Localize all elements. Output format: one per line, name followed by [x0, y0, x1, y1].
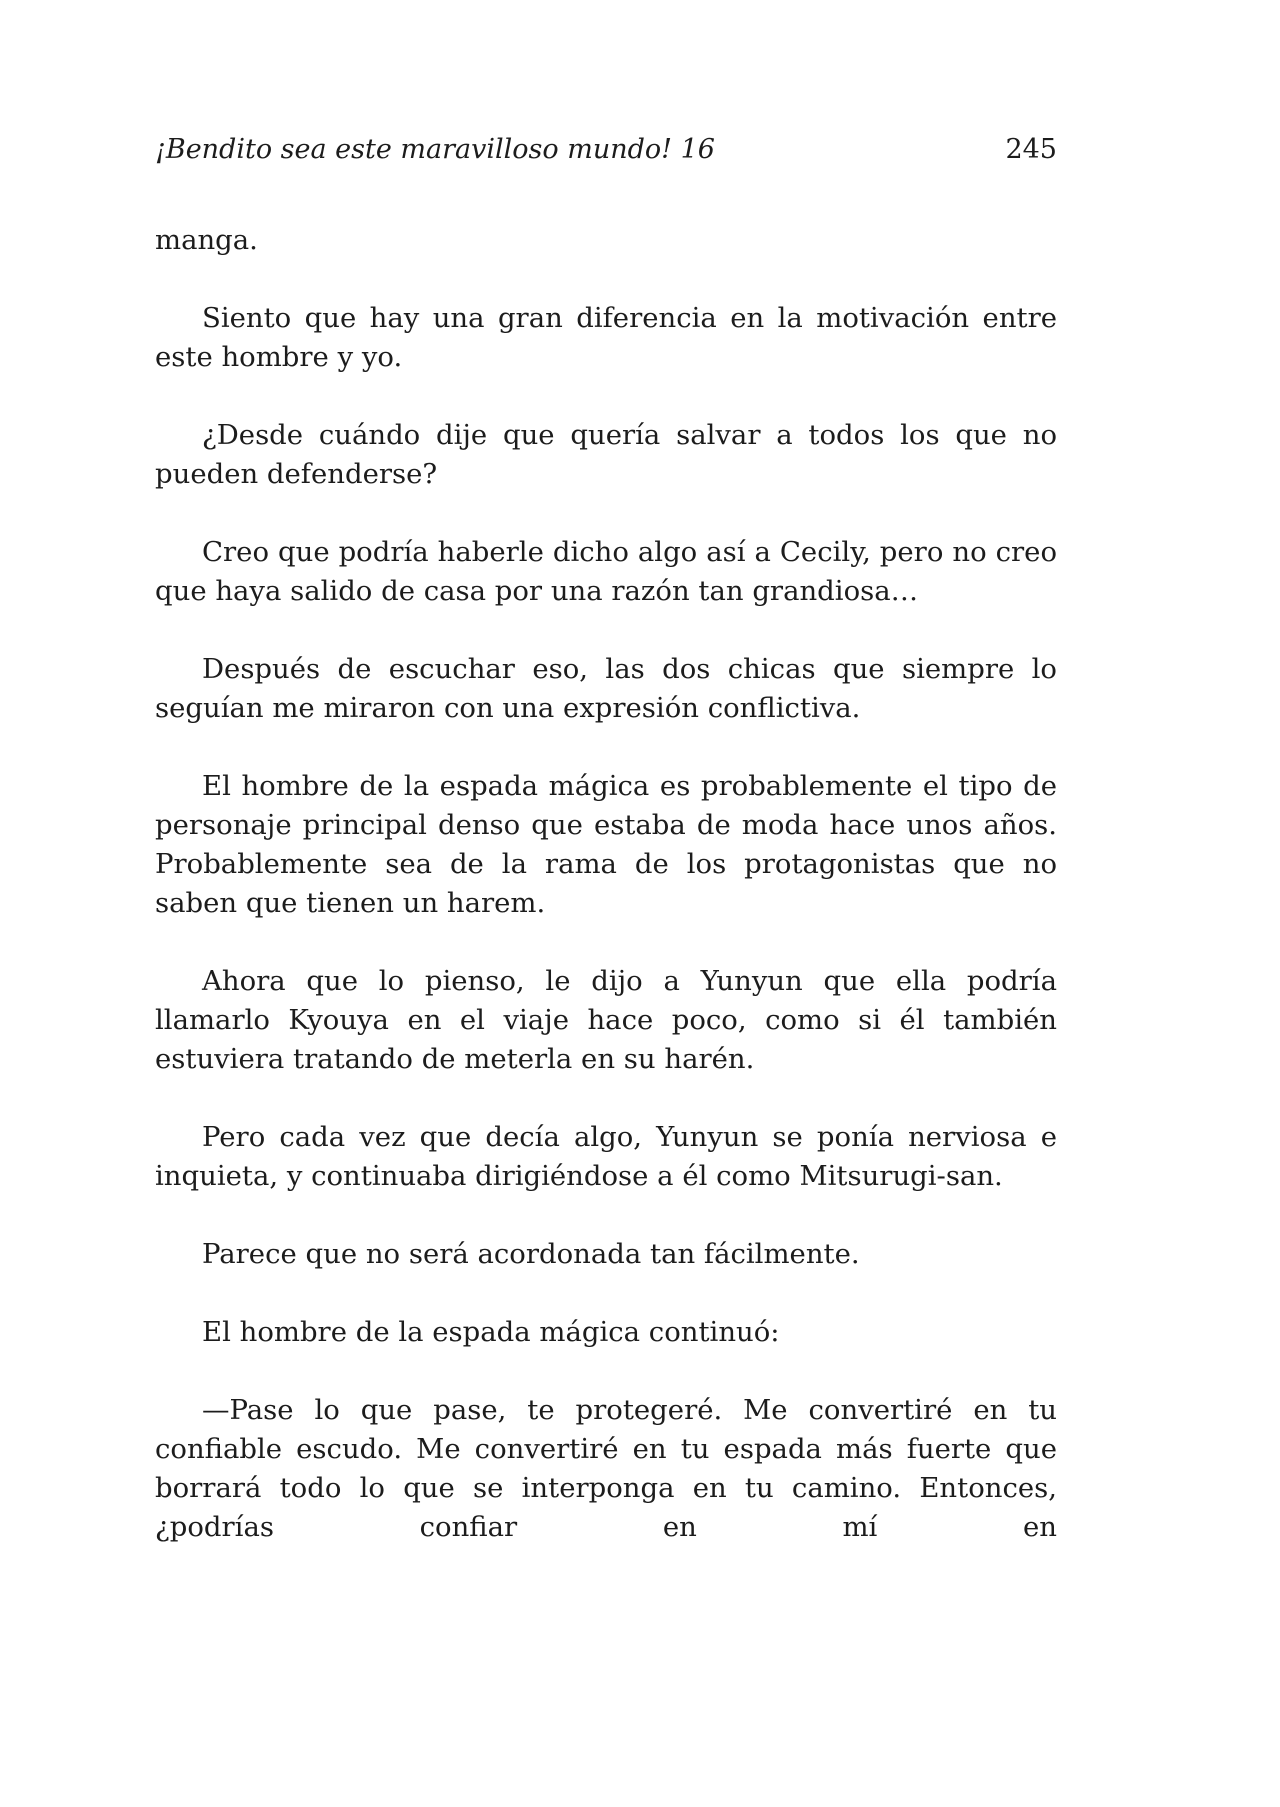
body-text [155, 221, 1057, 1547]
paragraph: Creo que podría haberle dicho algo así a Cecily, pero no creo que haya salido de casa por una razón tan grandiosa… [155, 536, 1057, 607]
paragraph: manga. [155, 224, 258, 256]
paragraph: —Pase lo que pase, te protegeré. Me convertiré en tu confiable escudo. Me convertiré en tu espada más fuerte que borrará todo lo que se interponga en tu camino. Entonces, ¿podrías confiar en mí en [155, 1394, 1057, 1543]
book-title: ¡Bendito sea este maravilloso mundo! 16 [155, 134, 715, 165]
paragraph: Ahora que lo pienso, le dijo a Yunyun que ella podría llamarlo Kyouya en el viaje hace poco, como si él también estuviera tratando de meterla en su harén. [155, 965, 1057, 1075]
paragraph: Siento que hay una gran diferencia en la motivación entre este hombre y yo. [155, 302, 1057, 373]
paragraph: El hombre de la espada mágica es probablemente el tipo de personaje principal denso que estaba de moda hace unos años. Probablemente sea de la rama de los protagonistas que no saben que tienen un harem. [155, 770, 1057, 919]
paragraph: El hombre de la espada mágica continuó: [202, 1316, 780, 1348]
paragraph: Pero cada vez que decía algo, Yunyun se ponía nerviosa e inquieta, y continuaba dirigiéndose a él como Mitsurugi-san. [155, 1121, 1057, 1192]
paragraph: Parece que no será acordonada tan fácilmente. [202, 1238, 860, 1270]
paragraph: Después de escuchar eso, las dos chicas que siempre lo seguían me miraron con una expresión conflictiva. [155, 653, 1057, 724]
paragraph: ¿Desde cuándo dije que quería salvar a todos los que no pueden defenderse? [155, 419, 1057, 490]
running-header [155, 128, 1057, 172]
page-number: 245 [1005, 134, 1057, 165]
